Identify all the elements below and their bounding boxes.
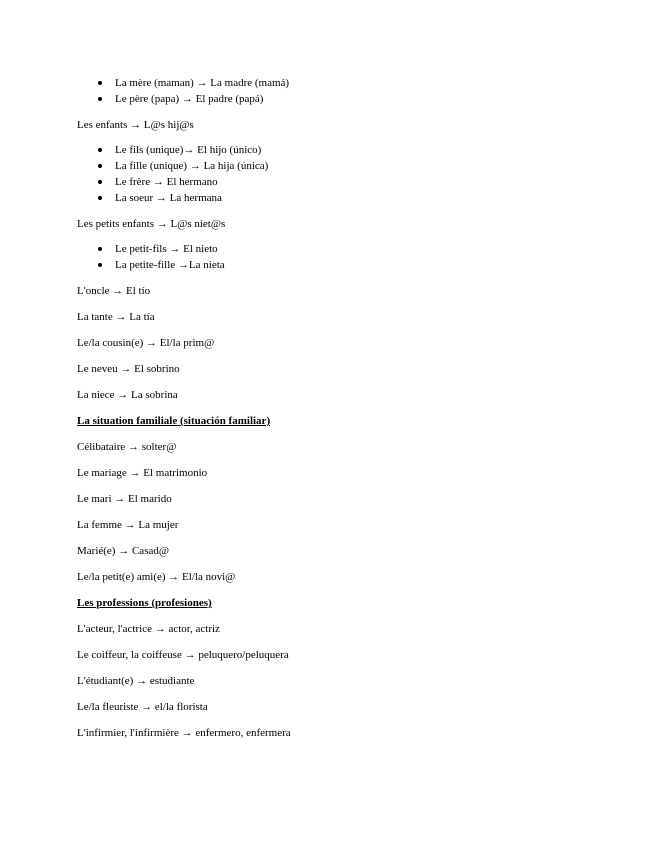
paragraph: L'infirmier, l'infirmière → enfermero, enfermera bbox=[77, 727, 291, 739]
section-title-professions: Les professions (profesiones) bbox=[77, 597, 212, 609]
list-item-text: La soeur → La hermana bbox=[115, 192, 222, 204]
children-list bbox=[77, 142, 617, 206]
paragraph: Le/la petit(e) ami(e) → El/la novi@ bbox=[77, 571, 236, 583]
list-item bbox=[77, 174, 617, 190]
paragraph: Le mari → El marido bbox=[77, 493, 172, 505]
list-item-text: Le petit-fils → El nieto bbox=[115, 243, 218, 255]
list-item bbox=[77, 75, 617, 91]
section-title-family-situation: La situation familiale (situación familiar) bbox=[77, 415, 271, 427]
list-item bbox=[77, 142, 617, 158]
children-heading: Les enfants → L@s hij@s bbox=[77, 119, 194, 131]
paragraph: Le/la cousin(e) → El/la prim@ bbox=[77, 337, 215, 349]
bullet-icon bbox=[98, 81, 102, 85]
list-item bbox=[77, 241, 617, 257]
list-item-text: Le frère → El hermano bbox=[115, 176, 218, 188]
list-item-text: Le fils (unique)→ El hijo (único) bbox=[115, 144, 262, 156]
bullet-icon bbox=[98, 97, 102, 101]
paragraph: Le coiffeur, la coiffeuse → peluquero/peluquera bbox=[77, 649, 289, 661]
list-item bbox=[77, 158, 617, 174]
parents-list bbox=[77, 75, 617, 107]
list-item bbox=[77, 91, 617, 107]
list-item-text: La fille (unique) → La hija (única) bbox=[115, 160, 269, 172]
paragraph: Célibataire → solter@ bbox=[77, 441, 177, 453]
list-item bbox=[77, 257, 617, 273]
bullet-icon bbox=[98, 164, 102, 168]
bullet-icon bbox=[98, 180, 102, 184]
list-item-text: Le père (papa) → El padre (papá) bbox=[115, 93, 264, 105]
grandchildren-list bbox=[77, 241, 617, 273]
paragraph: L'oncle → El tío bbox=[77, 285, 151, 297]
paragraph: La niece → La sobrina bbox=[77, 389, 178, 401]
bullet-icon bbox=[98, 196, 102, 200]
paragraph: Le mariage → El matrimonio bbox=[77, 467, 208, 479]
paragraph: L'acteur, l'actrice → actor, actriz bbox=[77, 623, 220, 635]
bullet-icon bbox=[98, 247, 102, 251]
paragraph: Marié(e) → Casad@ bbox=[77, 545, 169, 557]
paragraph: Le/la fleuriste → el/la florista bbox=[77, 701, 208, 713]
bullet-icon bbox=[98, 148, 102, 152]
paragraph: L'étudiant(e) → estudiante bbox=[77, 675, 195, 687]
list-item-text: La mère (maman) → La madre (mamá) bbox=[115, 77, 290, 89]
document-page bbox=[77, 75, 617, 741]
paragraph: La tante → La tía bbox=[77, 311, 155, 323]
bullet-icon bbox=[98, 263, 102, 267]
paragraph: La femme → La mujer bbox=[77, 519, 179, 531]
paragraph: Le neveu → El sobrino bbox=[77, 363, 180, 375]
list-item-text: La petite-fille →La nieta bbox=[115, 259, 225, 271]
grandchildren-heading: Les petits enfants → L@s niet@s bbox=[77, 218, 226, 230]
list-item bbox=[77, 190, 617, 206]
